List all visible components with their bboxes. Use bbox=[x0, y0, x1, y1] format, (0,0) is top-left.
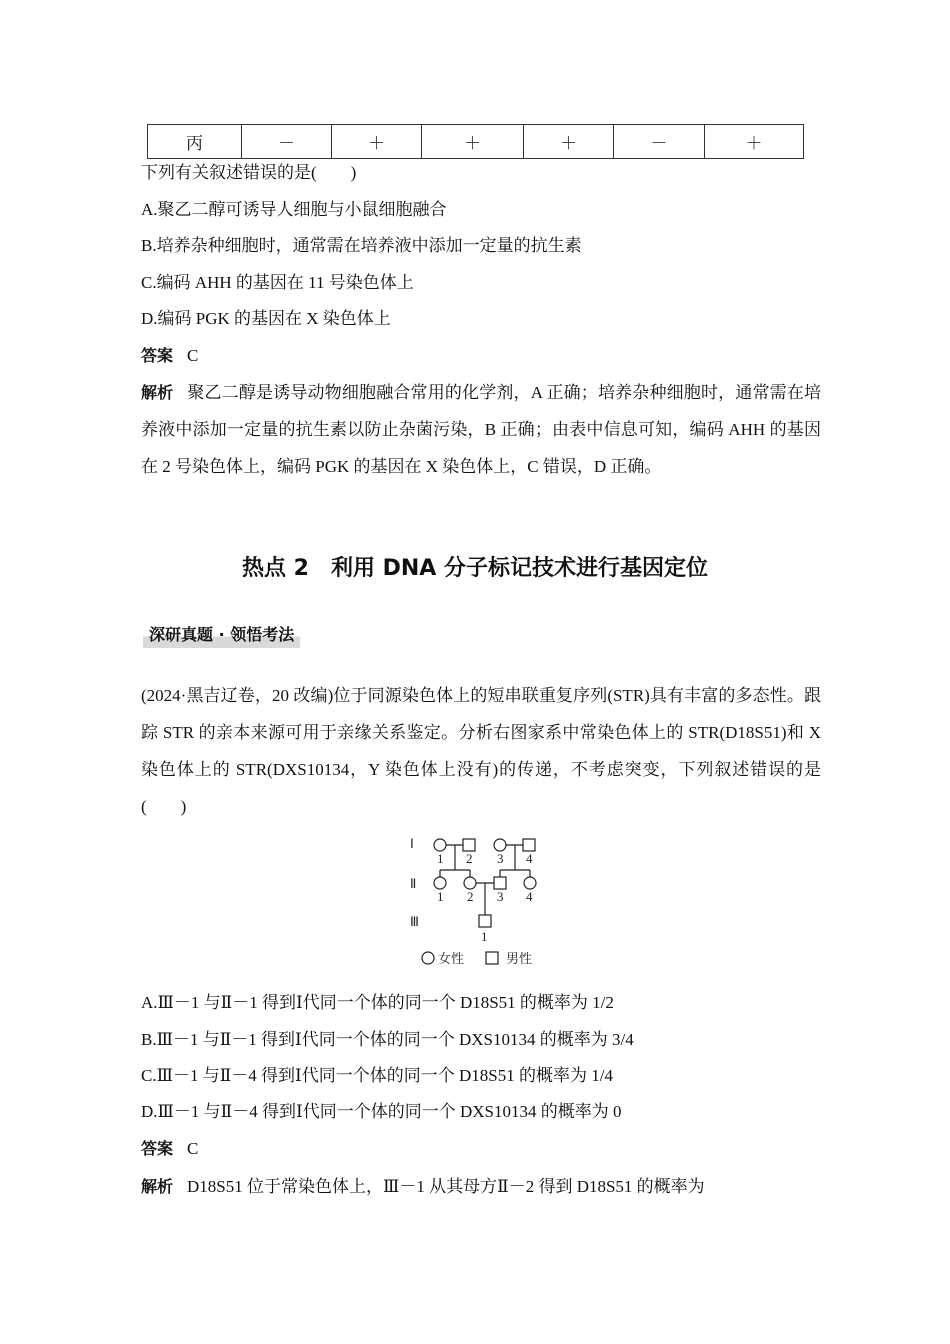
female-symbol bbox=[434, 839, 446, 851]
table-cell: ＋ bbox=[524, 125, 614, 159]
question1-analysis bbox=[141, 374, 821, 485]
female-symbol bbox=[524, 877, 536, 889]
individual-number: 3 bbox=[497, 851, 504, 866]
table-cell: ＋ bbox=[422, 125, 524, 159]
individual-number: 2 bbox=[467, 889, 474, 904]
table-cell: － bbox=[242, 125, 332, 159]
question2-option-b: B.Ⅲ－1 与Ⅱ－1 得到Ⅰ代同一个体的同一个 DXS10134 的概率为 3/4 bbox=[141, 1030, 634, 1049]
question2-stem: (2024·黑吉辽卷，20 改编)位于同源染色体上的短串联重复序列(STR)具有丰富的多态性。跟踪 STR 的亲本来源可用于亲缘关系鉴定。分析右图家系中常染色体上的 STR(D18S51)和 X 染色体上的 STR(DXS10134，Y 染色体上没有)的传递，不考虑突变，下列叙述错误的是( ) bbox=[141, 686, 821, 816]
table-cell: ＋ bbox=[705, 125, 804, 159]
question1-option-b: B.培养杂种细胞时，通常需在培养液中添加一定量的抗生素 bbox=[141, 236, 582, 255]
table-cell: 丙 bbox=[148, 125, 242, 159]
question2-option-a: A.Ⅲ－1 与Ⅱ－1 得到Ⅰ代同一个体的同一个 D18S51 的概率为 1/2 bbox=[141, 993, 614, 1012]
table-cell: ＋ bbox=[332, 125, 422, 159]
male-symbol bbox=[494, 877, 506, 889]
female-symbol bbox=[434, 877, 446, 889]
analysis-text: 聚乙二醇是诱导动物细胞融合常用的化学剂，A 正确；培养杂种细胞时，通常需在培养液中添加一定量的抗生素以防止杂菌污染，B 正确；由表中信息可知，编码 AHH 的基因在 2 号染色体上，编码 PGK 的基因在 X 染色体上，C 错误，D 正确。 bbox=[141, 383, 821, 476]
answer-value: C bbox=[187, 346, 199, 365]
individual-number: 4 bbox=[526, 851, 533, 866]
pedigree-diagram bbox=[400, 830, 550, 975]
female-symbol bbox=[494, 839, 506, 851]
section-title: 热点 2 利用 DNA 分子标记技术进行基因定位 bbox=[242, 556, 708, 581]
male-symbol bbox=[523, 839, 535, 851]
male-symbol bbox=[479, 915, 491, 927]
result-table-row bbox=[147, 124, 804, 159]
legend-male-symbol bbox=[486, 952, 498, 964]
question2-option-d: D.Ⅲ－1 与Ⅱ－4 得到Ⅰ代同一个体的同一个 DXS10134 的概率为 0 bbox=[141, 1102, 622, 1121]
analysis-label: 解析 bbox=[141, 383, 174, 402]
answer-value: C bbox=[187, 1139, 199, 1158]
answer-label: 答案 bbox=[141, 1139, 174, 1158]
question2-answer bbox=[141, 1138, 198, 1160]
section-tag: 深研真题 · 领悟考法 bbox=[143, 622, 300, 648]
generation-label-3: Ⅲ bbox=[410, 914, 419, 929]
individual-number: 2 bbox=[466, 851, 473, 866]
analysis-text: D18S51 位于常染色体上，Ⅲ－1 从其母方Ⅱ－2 得到 D18S51 的概率为 bbox=[187, 1177, 705, 1196]
question2-analysis bbox=[141, 1168, 821, 1205]
male-symbol bbox=[463, 839, 475, 851]
legend-female-symbol bbox=[422, 952, 434, 964]
individual-number: 1 bbox=[481, 929, 488, 944]
individual-number: 4 bbox=[526, 889, 533, 904]
question1-option-a: A.聚乙二醇可诱导人细胞与小鼠细胞融合 bbox=[141, 200, 447, 219]
individual-number: 3 bbox=[497, 889, 504, 904]
table-row bbox=[148, 125, 804, 159]
table-cell: － bbox=[614, 125, 705, 159]
individual-number: 1 bbox=[437, 851, 444, 866]
answer-label: 答案 bbox=[141, 346, 174, 365]
female-symbol bbox=[464, 877, 476, 889]
question1-answer bbox=[141, 345, 198, 367]
question1-option-c: C.编码 AHH 的基因在 11 号染色体上 bbox=[141, 273, 414, 292]
generation-label-1: Ⅰ bbox=[410, 836, 414, 851]
legend-female-label: 女性 bbox=[438, 951, 465, 966]
question1-option-d: D.编码 PGK 的基因在 X 染色体上 bbox=[141, 309, 391, 328]
question1-stem: 下列有关叙述错误的是( ) bbox=[141, 163, 357, 182]
individual-number: 1 bbox=[437, 889, 444, 904]
analysis-label: 解析 bbox=[141, 1177, 174, 1196]
generation-label-2: Ⅱ bbox=[410, 876, 417, 891]
question2-option-c: C.Ⅲ－1 与Ⅱ－4 得到Ⅰ代同一个体的同一个 D18S51 的概率为 1/4 bbox=[141, 1066, 613, 1085]
legend-male-label: 男性 bbox=[506, 951, 533, 966]
